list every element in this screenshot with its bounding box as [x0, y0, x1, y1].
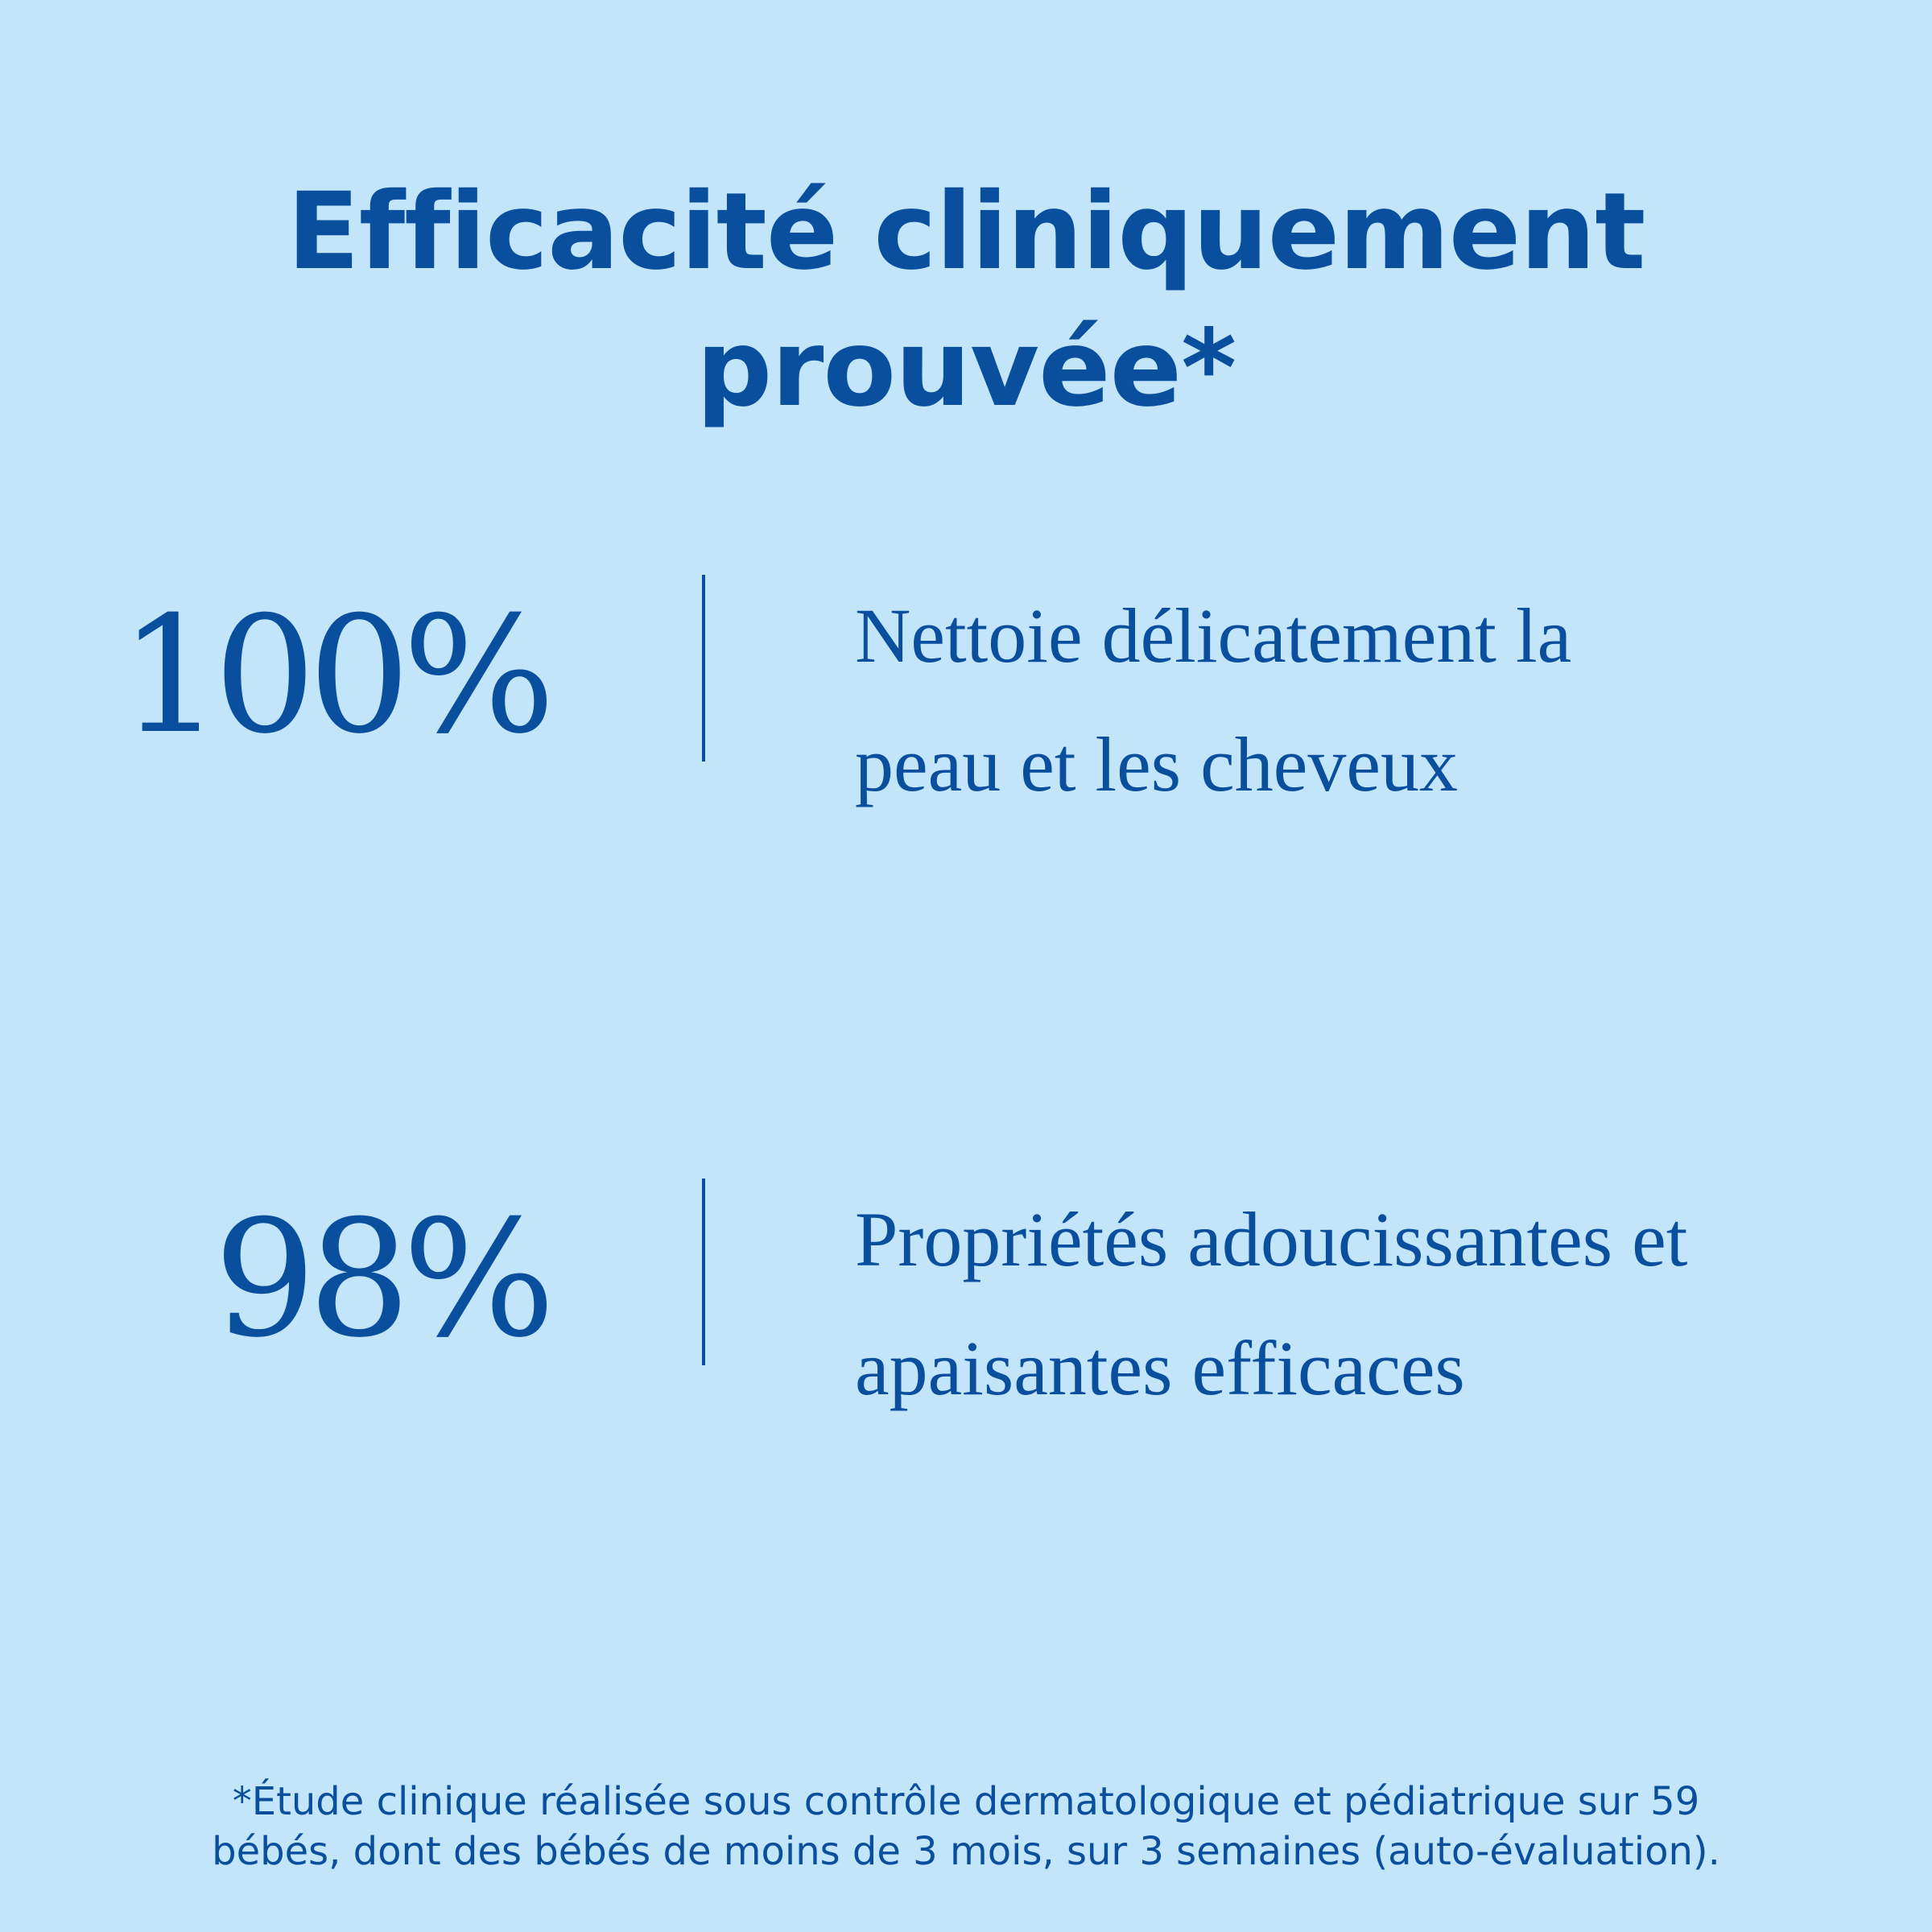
footnote: [0, 1777, 1932, 1876]
footnote-line-2: bébés, dont des bébés de moins de 3 mois, sur 3 semaines (auto-évaluation).: [212, 1829, 1720, 1874]
stat-description-line-2: apaisantes efficaces: [855, 1325, 1465, 1411]
page-title: [0, 163, 1932, 437]
page-title-line-2: prouvée*: [696, 307, 1236, 431]
stat-value: 100%: [119, 582, 547, 770]
page-title-line-1: Efficacité cliniquement: [287, 170, 1645, 295]
vertical-divider: [702, 575, 705, 762]
stat-description-line-1: Propriétés adoucissantes et: [855, 1196, 1688, 1282]
stat-description: [855, 572, 1901, 829]
footnote-line-1: *Étude clinique réalisée sous contrôle dermatologique et pédiatrique sur 59: [232, 1779, 1700, 1824]
stat-row-soothing: [0, 1175, 1932, 1411]
vertical-divider: [702, 1179, 705, 1365]
stat-description-line-1: Nettoie délicatement la: [855, 592, 1572, 679]
stat-description-line-2: peau et les cheveux: [855, 721, 1458, 807]
stat-description: [855, 1175, 1901, 1433]
stat-row-cleansing: [0, 572, 1932, 807]
stat-value: 98%: [213, 1186, 547, 1373]
